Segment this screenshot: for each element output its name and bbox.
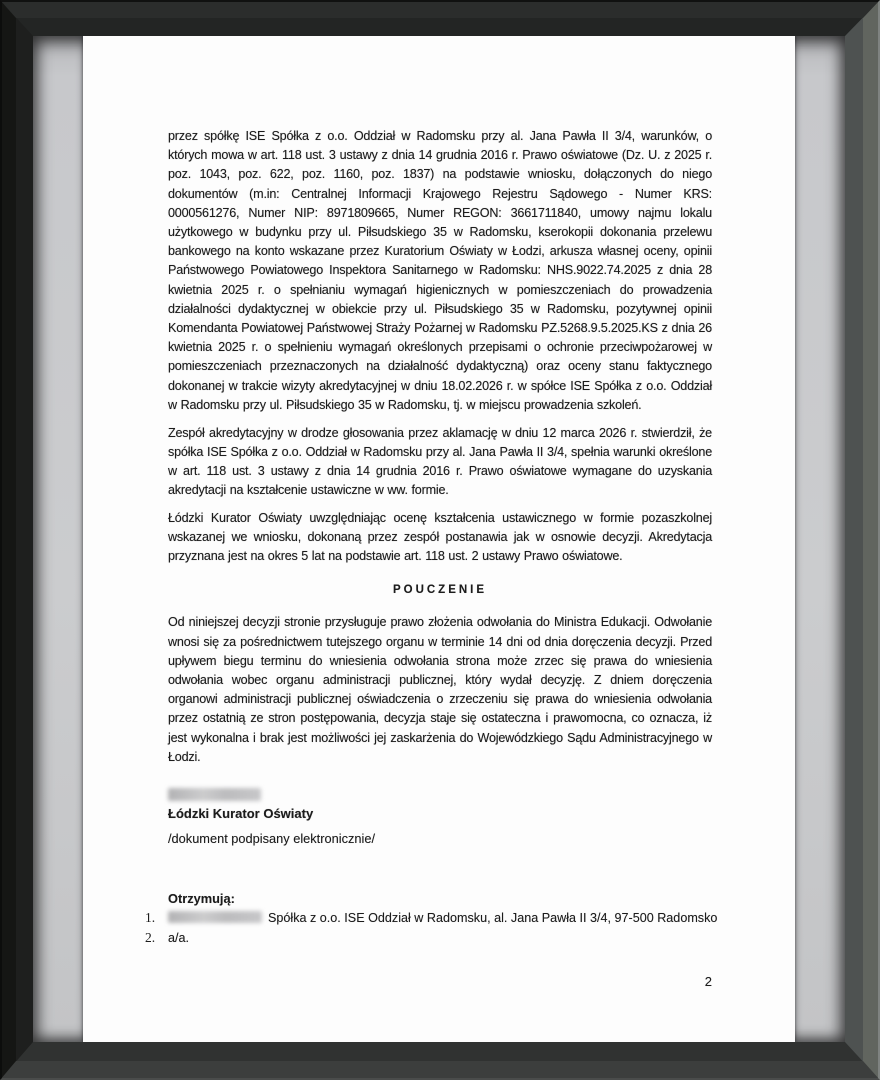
distribution-label: Otrzymują: xyxy=(168,891,235,906)
document-body xyxy=(168,127,712,776)
paragraph-team-finding: Zespół akredytacyjny w drodze głosowania przez aklamację w dniu 12 marca 2026 r. stwierdził, że spółka ISE Spółka z o.o. Oddział w Radomsku przy al. Jana Pawła II 3/4, spełnia warunki określone w art. 118 ust. 3 ustawy z dnia 14 grudnia 2016 r. Prawo oświatowe wymagane do uzyskania akredytacji na kształcenie ustawiczne w ww. formie. xyxy=(168,425,712,498)
recipient-entry xyxy=(168,908,765,928)
distribution-list xyxy=(145,890,765,948)
signature-block xyxy=(168,788,375,847)
paragraph-accreditation-basis: przez spółkę ISE Spółka z o.o. Oddział w Radomsku przy al. Jana Pawła II 3/4, warunków, o których mowa w art. 118 ust. 3 ustawy z dnia 14 grudnia 2016 r. Prawo oświatowe (Dz. U. z 2025 r. poz. 1043, poz. 622, poz. 1160, poz. 1837) na podstawie wniosku, dołączonych do niego dokumentów (m.in: Centralnej Informacji Krajowego Rejestru Sądowego - Numer KRS: 0000561276, Numer NIP: 8971809665, Numer REGON: 3661711840, umowy najmu lokalu użytkowego w budynku przy ul. Piłsudskiego 35 w Radomsku, kserokopii dokonania przelewu bankowego na konto wskazane przez Kuratorium Oświaty w Łodzi, arkusza własnej oceny, opinii Państwowego Powiatowego Inspektora Sanitarnego w Radomsku: NHS.9022.74.2025 z dnia 28 kwietnia 2025 r. o spełnianiu wymagań higienicznych w pomieszczeniach do prowadzenia działalności dydaktycznej w obiekcie przy ul. Piłsudskiego 35 w Radomsku, pozytywnej opinii Komendanta Powiatowej Państwowej Straży Pożarnej w Radomsku PZ.5268.9.5.2025.KS z dnia 26 kwietnia 2025 r. o spełnieniu wymagań określonych przepisami o ochronie przeciwpożarowej w pomieszczeniach przeznaczonych na działalność dydaktyczną) oraz oceny stanu faktycznego dokonanej w trakcie wizyty akredytacyjnej w dniu 18.02.2026 r. w spółce ISE Spółka z o.o. Oddział w Radomsku przy ul. Piłsudskiego 35 w Radomsku, tj. w miejscu prowadzenia szkoleń. xyxy=(168,129,712,412)
mat-backing xyxy=(33,36,845,1042)
section-heading-pouczenie: POUCZENIE xyxy=(392,584,488,597)
redacted-recipient-name xyxy=(168,911,262,923)
signatory-title: Łódzki Kurator Oświaty xyxy=(168,806,314,821)
list-item xyxy=(145,928,765,948)
document-page xyxy=(83,36,795,1042)
paragraph-decision-grant: Łódzki Kurator Oświaty uwzględniając ocenę kształcenia ustawicznego w formie pozaszkolnej wskazanej we wniosku, dokonaną przez zespół postanawia jak w osnowie decyzji. Akredytacja przyznana jest na okres 5 lat na podstawie art. 118 ust. 2 ustawy Prawo oświatowe. xyxy=(168,510,712,564)
list-item-number: 2. xyxy=(145,930,156,945)
list-item xyxy=(145,908,765,928)
electronic-signature-note: /dokument podpisany elektronicznie/ xyxy=(168,831,376,846)
recipient-entry: a/a. xyxy=(168,931,190,945)
list-item-number: 1. xyxy=(145,910,156,925)
page-number: 2 xyxy=(704,974,712,989)
paragraph-appeal-instruction: Od niniejszej decyzji stronie przysługuje prawo złożenia odwołania do Ministra Edukacji. Odwołanie wnosi się za pośrednictwem tutejszego organu w terminie 14 dni od dnia doręczenia decyzji. Przed upływem biegu terminu do wniesienia odwołania strona może zrzec się prawa do wniesienia odwołania wobec organu administracji publicznej, który wydał decyzję. Z dniem doręczenia organowi administracji publicznej oświadczenia o zrzeczeniu się prawa do wniesienia odwołania przez ostatnią ze stron postępowania, decyzja staje się ostateczna i prawomocna, co oznacza, iż jest wykonalna i brak jest możliwości jej zaskarżenia do Wojewódzkiego Sądu Administracyjnego w Łodzi. xyxy=(168,615,712,764)
recipient-address: Spółka z o.o. ISE Oddział w Radomsku, al. Jana Pawła II 3/4, 97-500 Radomsko xyxy=(268,911,718,925)
redacted-signatory-name xyxy=(168,788,261,801)
